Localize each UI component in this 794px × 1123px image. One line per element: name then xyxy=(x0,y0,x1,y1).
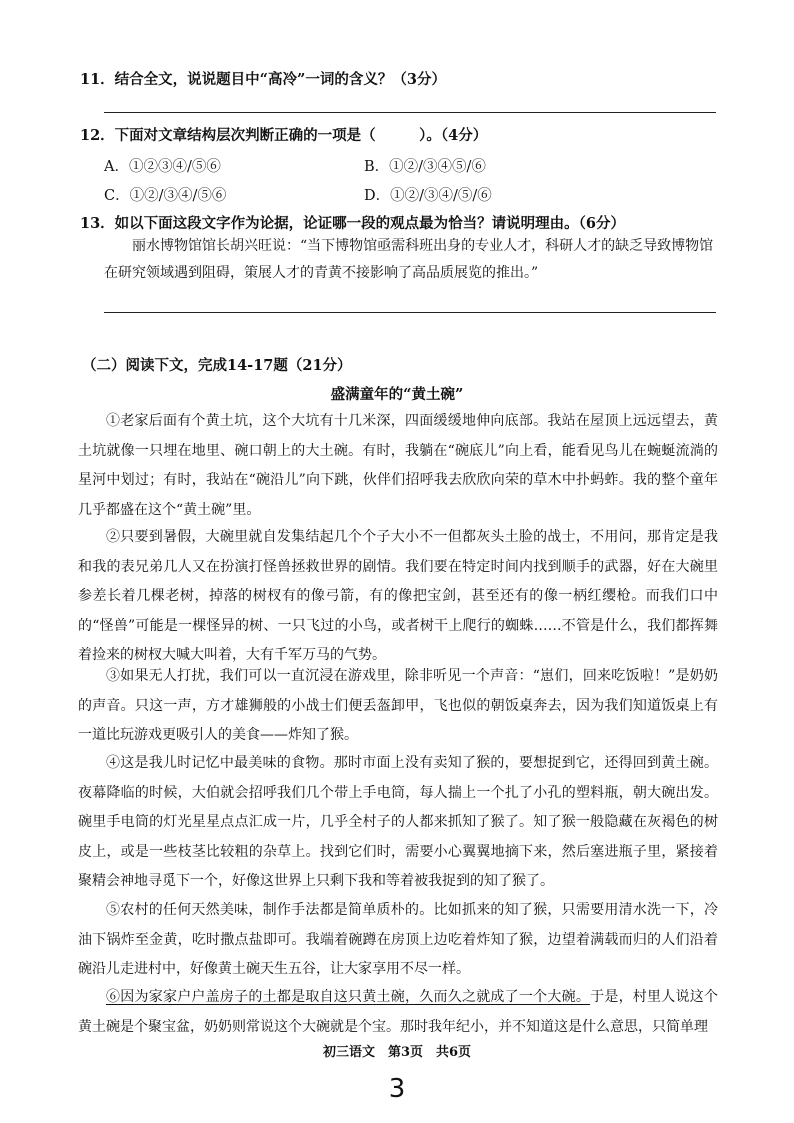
option-b: B．①②/③④⑤/⑥ xyxy=(364,159,486,175)
paragraph-6-underlined: ⑥因为家家户户盖房子的土都是取自这只黄土碗，久而久之就成了一个大碗。 xyxy=(106,989,591,1005)
page-footer: 初三语文 第3页 共6页 xyxy=(322,1045,472,1060)
question-11: 11．结合全文，说说题目中“高冷”一词的含义？（3分） xyxy=(80,71,446,88)
option-d: D．①②/③④/⑤/⑥ xyxy=(364,188,492,204)
passage-title: 盛满童年的“黄土碗” xyxy=(330,386,464,403)
answer-line-13 xyxy=(104,312,716,313)
paragraph-6-rest: 于是，村里人说这个黄土碗是个聚宝盆，奶奶则常说这个大碗就是个宝。那时我年纪小，并不知道这是什么意思，只简单理 xyxy=(78,989,718,1035)
paragraph-5: ⑤农村的任何天然美味，制作手法都是简单质朴的。比如抓来的知了猴，只需要用清水洗一下，冷油下锅炸至金黄，吃时撒点盐即可。我端着碗蹲在房顶上边吃着炸知了猴，边望着满载而归的人们沿着碗沿儿走进村中，好像黄土碗天生五谷，让大家享用不尽一样。 xyxy=(78,902,718,977)
paragraph-4: ④这是我儿时记忆中最美味的食物。那时市面上没有卖知了猴的，要想捉到它，还得回到黄土碗。夜幕降临的时候，大伯就会招呼我们几个带上手电筒，每人揣上一个扎了小孔的塑料瓶，朝大碗出发。碗里手电筒的灯光星星点点汇成一片，几乎全村子的人都来抓知了猴了。知了猴一般隐藏在灰褐色的树皮上，或是一些枝茎比较粗的杂草上。找到它们时，需要小心翼翼地摘下来，然后塞进瓶子里，紧接着聚精会神地寻觅下一个，好像这世界上只剩下我和等着被我捉到的知了猴了。 xyxy=(78,755,718,889)
section-heading: （二）阅读下文，完成14-17题（21分） xyxy=(82,357,352,374)
paragraph-6 xyxy=(78,983,718,1042)
option-c: C．①②/③④/⑤⑥ xyxy=(104,188,227,204)
paragraph-2: ②只要到暑假，大碗里就自发集结起几个个子大小不一但都灰头土脸的战士，不用问，那肯定是我和我的表兄弟几人又在扮演打怪兽拯救世界的剧情。我们要在特定时间内找到顺手的武器，好在大碗里参差长着几棵老树，掉落的树杈有的像弓箭，有的像把宝剑，甚至还有的像一柄红缨枪。而我们口中的“怪兽”可能是一棵怪异的树、一只飞过的小鸟，或者树干上爬行的蜘蛛……不管是什么，我们都挥舞着捡来的树杈大喊大叫着，大有千军万马的气势。 xyxy=(78,529,718,663)
question-12: 12．下面对文章结构层次判断正确的一项是（ ）。（4分） xyxy=(80,127,488,144)
question-13-quote: 丽水博物馆馆长胡兴旺说：“当下博物馆亟需科班出身的专业人才，科研人才的缺乏导致博物馆在研究领域遇到阻碍，策展人才的青黄不接影响了高品质展览的推出。” xyxy=(104,238,714,281)
page-number: 3 xyxy=(388,1074,406,1104)
answer-line-11 xyxy=(104,112,716,113)
paragraph-1: ①老家后面有个黄土坑，这个大坑有十几米深，四面缓缓地伸向底部。我站在屋顶上远远望去，黄土坑就像一只埋在地里、碗口朝上的大土碗。有时，我躺在“碗底儿”向上看，能看见鸟儿在蜿蜒流淌的星河中划过；有时，我站在“碗沿儿”向下跳，伙伴们招呼我去欣欣向荣的草木中扑蚂蚱。我的整个童年几乎都盛在这个“黄土碗”里。 xyxy=(78,413,718,518)
option-a: A．①②③④/⑤⑥ xyxy=(104,159,221,175)
paragraph-3: ③如果无人打扰，我们可以一直沉浸在游戏里，除非听见一个声音：“崽们，回来吃饭啦！”是奶奶的声音。只这一声，方才雄狮般的小战士们便丢盔卸甲，飞也似的朝饭桌奔去，因为我们知道饭桌上有一道比玩游戏更吸引人的美食——炸知了猴。 xyxy=(78,668,718,743)
question-13: 13．如以下面这段文字作为论据，论证哪一段的观点最为恰当？请说明理由。（6分） xyxy=(80,215,626,232)
